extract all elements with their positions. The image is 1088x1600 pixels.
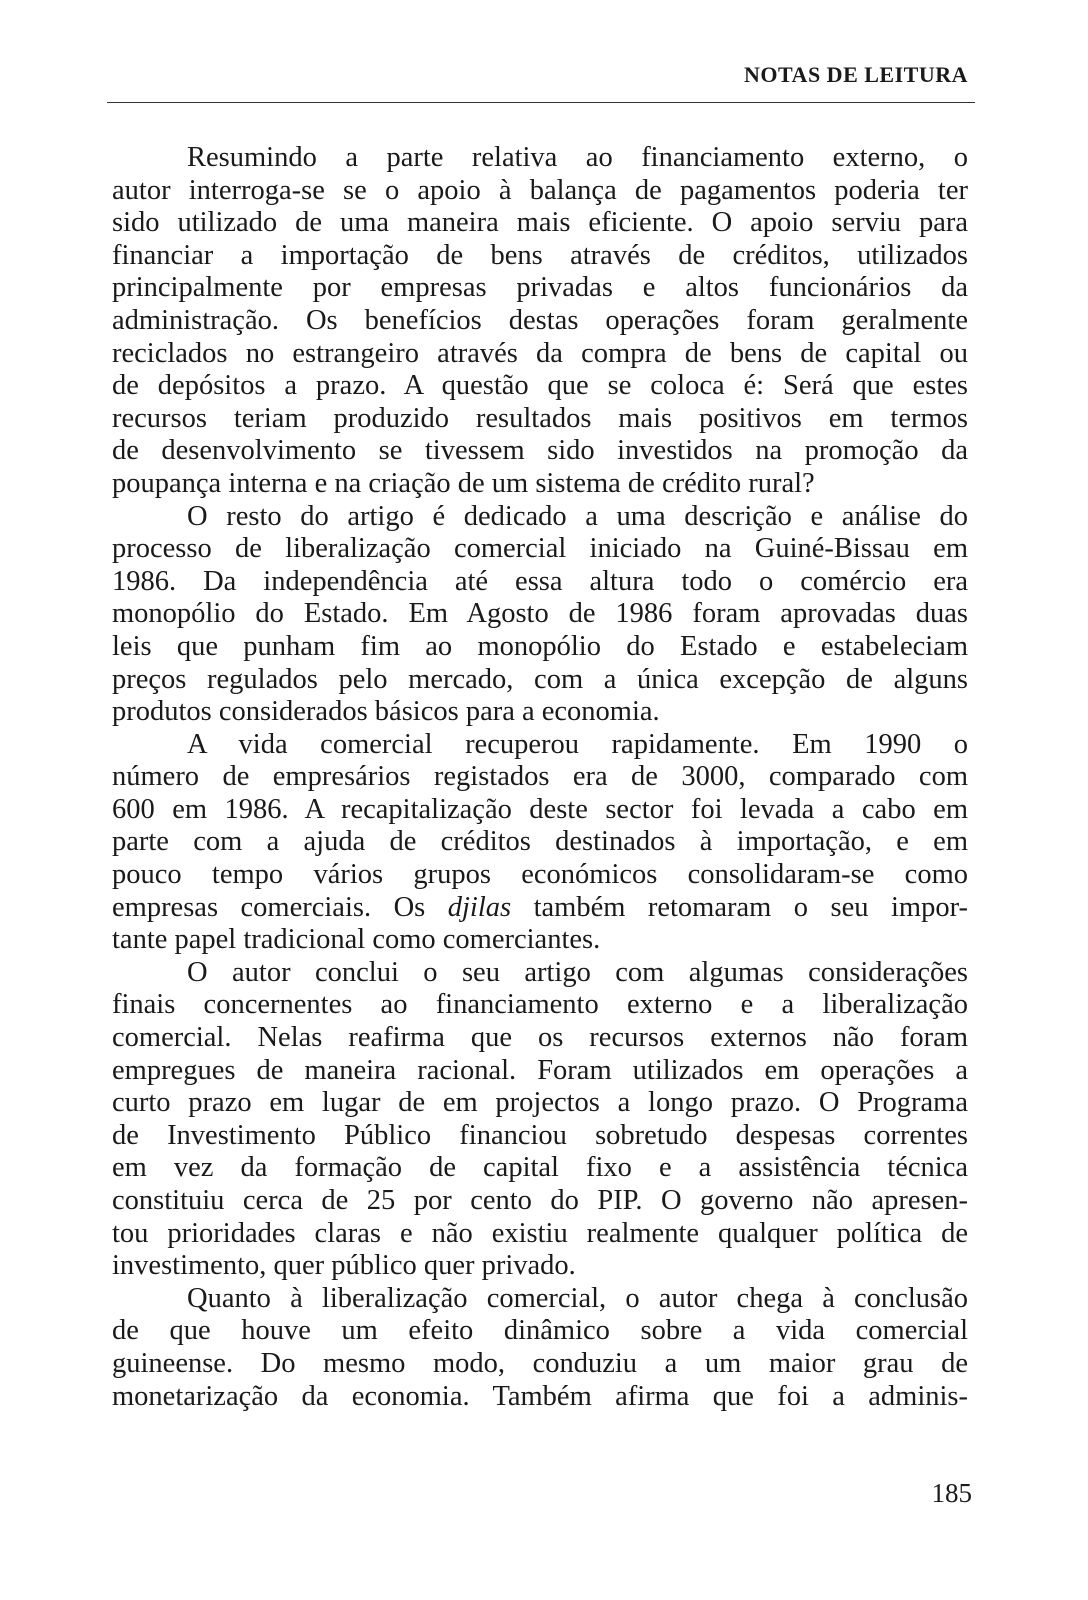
text-line: constituiu cerca de 25 por cento do PIP. O governo não apresen- <box>112 1185 968 1216</box>
text-line <box>112 892 968 925</box>
text-line: financiar a importação de bens através de créditos, utilizados <box>112 239 968 271</box>
text-line: empregues de maneira racional. Foram utilizados em operações a <box>112 1054 968 1086</box>
italic-term: djilas <box>447 891 512 923</box>
text-line: preços regulados pelo mercado, com a única excepção de alguns <box>112 663 968 695</box>
text-line: pouco tempo vários grupos económicos consolidaram-se como <box>112 859 968 891</box>
text-line: número de empresários registados era de 3000, comparado com <box>112 761 968 793</box>
text-line: comercial. Nelas reafirma que os recursos externos não foram <box>112 1022 968 1054</box>
text-line: 600 em 1986. A recapitalização deste sector foi levada a cabo em <box>112 793 968 825</box>
text-line: processo de liberalização comercial iniciado na Guiné-Bissau em <box>112 533 968 565</box>
header-divider <box>107 102 975 103</box>
text-line: tou prioridades claras e não existiu realmente qualquer política de <box>112 1217 968 1249</box>
text-line: autor interroga-se se o apoio à balança de pagamentos poderia ter <box>112 174 968 206</box>
text-segment: também retomaram o seu impor- <box>511 891 968 923</box>
body-text <box>112 142 968 1413</box>
text-line: sido utilizado de uma maneira mais eficiente. O apoio serviu para <box>112 207 968 239</box>
text-line: de Investimento Público financiou sobretudo despesas correntes <box>112 1119 968 1151</box>
text-line: reciclados no estrangeiro através da compra de bens de capital ou <box>112 337 968 369</box>
text-line: investimento, quer público quer privado. <box>112 1250 576 1282</box>
text-line: leis que punham fim ao monopólio do Estado e estabeleciam <box>112 630 968 662</box>
text-line: curto prazo em lugar de em projectos a longo prazo. O Programa <box>112 1087 968 1119</box>
text-line: monopólio do Estado. Em Agosto de 1986 foram aprovadas duas <box>112 598 968 630</box>
text-line: poupança interna e na criação de um sistema de crédito rural? <box>112 467 815 499</box>
text-line: monetarização da economia. Também afirma que foi a adminis- <box>112 1380 968 1412</box>
text-line: de desenvolvimento se tivessem sido investidos na promoção da <box>112 435 968 467</box>
running-header: NOTAS DE LEITURA <box>744 62 968 87</box>
text-line: de que houve um efeito dinâmico sobre a vida comercial <box>112 1315 968 1347</box>
text-line: A vida comercial recuperou rapidamente. Em 1990 o <box>187 728 968 760</box>
text-line: Resumindo a parte relativa ao financiamento externo, o <box>187 142 968 173</box>
text-line: administração. Os benefícios destas operações foram geralmente <box>112 304 968 336</box>
text-line: recursos teriam produzido resultados mais positivos em termos <box>112 402 968 434</box>
text-line: O resto do artigo é dedicado a uma descrição e análise do <box>187 500 968 532</box>
text-segment: empresas comerciais. Os <box>112 891 448 923</box>
text-line: em vez da formação de capital fixo e a assistência técnica <box>112 1152 968 1184</box>
text-line: produtos considerados básicos para a economia. <box>112 696 660 728</box>
text-line: 1986. Da independência até essa altura todo o comércio era <box>112 565 968 597</box>
text-line: O autor conclui o seu artigo com algumas considerações <box>187 956 968 988</box>
text-line: Quanto à liberalização comercial, o autor chega à conclusão <box>187 1282 968 1314</box>
text-line: principalmente por empresas privadas e altos funcionários da <box>112 272 968 304</box>
text-line: parte com a ajuda de créditos destinados à importação, e em <box>112 826 968 858</box>
page-number: 185 <box>931 1478 972 1508</box>
text-line: finais concernentes ao financiamento externo e a liberalização <box>112 989 968 1021</box>
text-line: de depósitos a prazo. A questão que se coloca é: Será que estes <box>112 370 968 402</box>
text-line: tante papel tradicional como comerciantes. <box>112 924 601 956</box>
text-line: guineense. Do mesmo modo, conduziu a um maior grau de <box>112 1347 968 1379</box>
